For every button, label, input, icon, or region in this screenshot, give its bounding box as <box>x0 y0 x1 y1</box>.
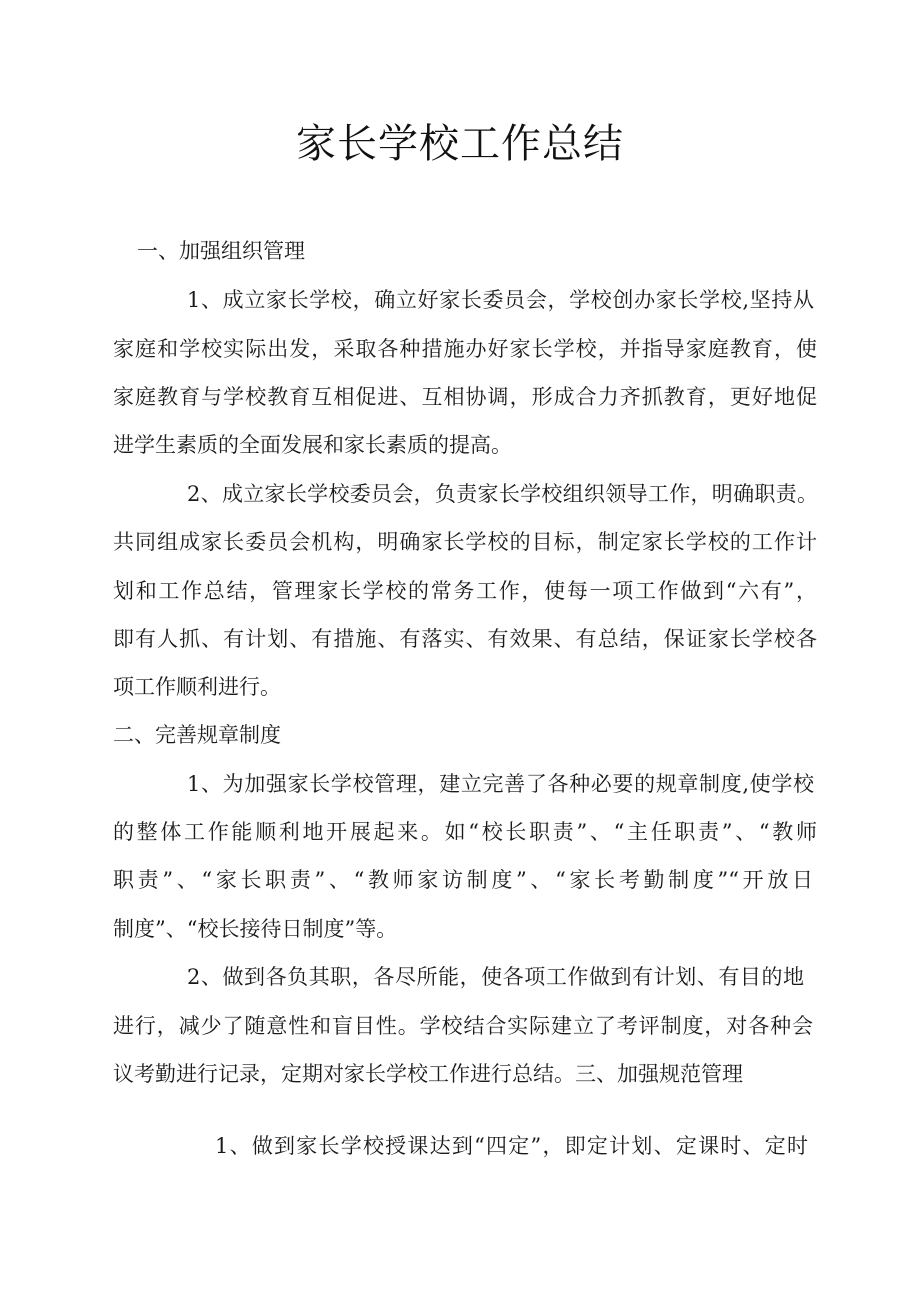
paragraph-line: 1、为加强家长学校管理，建立完善了各种必要的规章制度,使学校 <box>187 772 814 796</box>
paragraph-line: 议考勤进行记录，定期对家长学校工作进行总结。三、加强规范管理 <box>113 1062 743 1086</box>
paragraph-line: 2、成立家长学校委员会，负责家长学校组织领导工作，明确职责。 <box>187 482 818 506</box>
paragraph-line: 1、做到家长学校授课达到“四定”，即定计划、定课时、定时 <box>215 1134 808 1158</box>
document-title: 家长学校工作总结 <box>296 121 624 167</box>
paragraph-line: 共同组成家长委员会机构，明确家长学校的目标，制定家长学校的工作计 <box>113 530 817 554</box>
paragraph-line: 家庭和学校实际出发，采取各种措施办好家长学校，并指导家庭教育，使 <box>113 337 817 361</box>
paragraph-line: 即有人抓、有计划、有措施、有落实、有效果、有总结，保证家长学校各 <box>113 627 817 651</box>
paragraph-line: 划和工作总结，管理家长学校的常务工作，使每一项工作做到“六有”， <box>113 579 817 603</box>
paragraph-line: 进行，减少了随意性和盲目性。学校结合实际建立了考评制度，对各种会 <box>113 1014 813 1038</box>
paragraph-line: 项工作顺利进行。 <box>113 675 281 699</box>
paragraph-line: 1、成立家长学校，确立好家长委员会，学校创办家长学校,坚持从 <box>187 288 814 312</box>
paragraph-line: 职责”、“家长职责”、“教师家访制度”、“家长考勤制度”“开放日 <box>113 868 813 892</box>
paragraph-line: 2、做到各负其职，各尽所能，使各项工作做到有计划、有目的地 <box>187 965 804 989</box>
paragraph-line: 制度”、“校长接待日制度”等。 <box>113 917 398 941</box>
paragraph-line: 进学生素质的全面发展和家长素质的提高。 <box>113 433 512 457</box>
section-heading-1: 一、加强组织管理 <box>137 239 305 263</box>
paragraph-line: 家庭教育与学校教育互相促进、互相协调，形成合力齐抓教育，更好地促 <box>113 385 817 409</box>
paragraph-line: 的整体工作能顺利地开展起来。如“校长职责”、“主任职责”、“教师 <box>113 820 817 844</box>
section-heading-2: 二、完善规章制度 <box>113 723 281 747</box>
